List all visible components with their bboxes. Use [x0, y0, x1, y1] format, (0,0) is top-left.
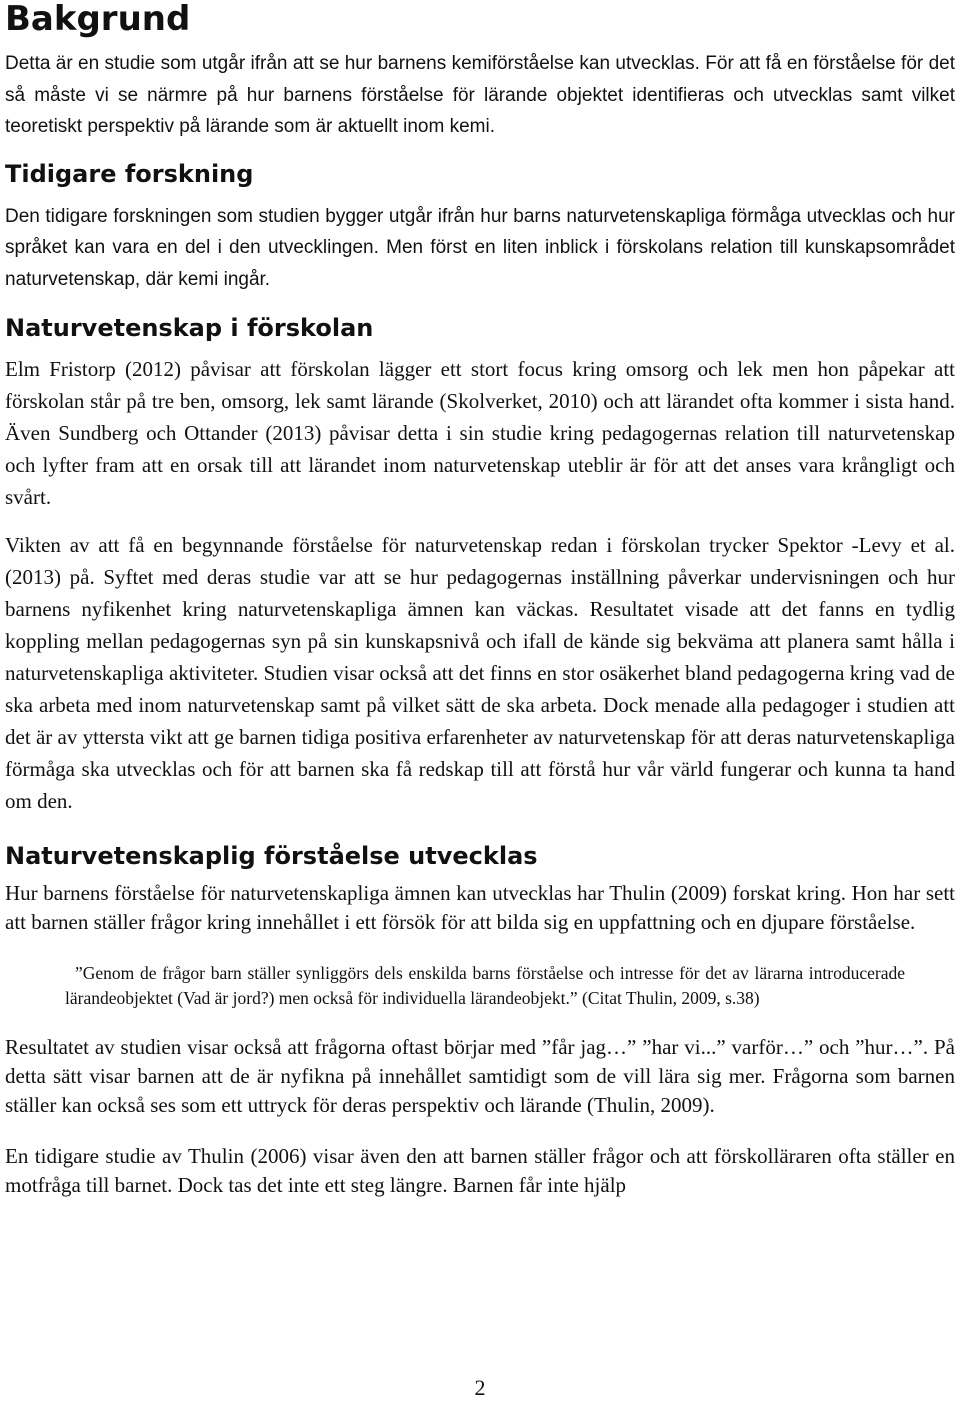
heading-naturvetenskaplig-forstaelse: Naturvetenskaplig förståelse utvecklas [5, 842, 538, 870]
paragraph-forstaelse-2: Resultatet av studien visar också att frågorna oftast börjar med ”får jag…” ”har vi...” varför…” och ”hur…”. På detta sätt visar barnen att de är nyfikna på innehållet samtidigt som de vill lära sig mer. Frågorna som barnen ställer kan också ses som ett uttryck för deras perspektiv och lärande (Thulin, 2009). [5, 1035, 955, 1117]
page-number: 2 [474, 1375, 486, 1400]
paragraph-bakgrund: Detta är en studie som utgår ifrån att se hur barnens kemiförståelse kan utvecklas. För att få en förståelse för det så måste vi se närmre på hur barnens förståelse för lärande objektet identifieras och utvecklas samt vilket teoretiskt perspektiv på lärande som är aktuellt inom kemi. [5, 53, 955, 137]
paragraph-naturvetenskap-1: Elm Fristorp (2012) påvisar att förskolan lägger ett stort focus kring omsorg och lek men hon påpekar att förskolan står på tre ben, omsorg, lek samt lärande (Skolverket, 2010) och att lärandet ofta kommer i sista hand. Även Sundberg och Ottander (2013) påvisar detta i sin studie kring pedagogernas relation till naturvetenskap och lyfter fram att en orsak till att lärandet inom naturvetenskap uteblir är för att det anses vara krångligt och svårt. [5, 357, 955, 509]
heading-bakgrund: Bakgrund [5, 0, 191, 39]
paragraph-forstaelse-3: En tidigare studie av Thulin (2006) visar även den att barnen ställer frågor och att förskolläraren ofta ställer en motfråga till barnet. Dock tas det inte ett steg längre. Barnen får inte hjälp [5, 1144, 955, 1197]
heading-naturvetenskap-forskolan: Naturvetenskap i förskolan [5, 314, 374, 342]
paragraph-tidigare-forskning: Den tidigare forskningen som studien bygger utgår ifrån hur barns naturvetenskapliga förmåga utvecklas och hur språket kan vara en del i den utvecklingen. Men först en liten inblick i förskolans relation till kunskapsområdet naturvetenskap, där kemi ingår. [5, 205, 955, 290]
paragraph-naturvetenskap-2: Vikten av att få en begynnande förståelse för naturvetenskap redan i förskolan trycker Spektor -Levy et al. (2013) på. Syftet med deras studie var att se hur pedagogernas inställning påverkar undervisningen och hur barnens nyfikenhet kring naturvetenskapliga ämnen kan väckas. Resultatet visade att det fanns en tydlig koppling mellan pedagogernas syn på sin kunskapsnivå och ifall de kände sig bekväma att planera samt hålla i naturvetenskapliga aktiviteter. Studien visar också att det finns en stor osäkerhet bland pedagogerna kring vad de ska arbeta med inom naturvetenskap samt på vilket sätt de ska arbeta. Dock menade alla pedagoger i studien att det är av yttersta vikt att ge barnen tidiga positiva erfarenheter av naturvetenskap för att deras naturvetenskapliga förmåga ska utvecklas och för att barnen ska få redskap till att förstå hur vår värld fungerar och kunna ta hand om den. [5, 533, 955, 813]
heading-tidigare-forskning: Tidigare forskning [5, 159, 254, 188]
block-quote: ”Genom de frågor barn ställer synliggörs dels enskilda barns förståelse och intresse för det av lärarna introducerade lärandeobjektet (Vad är jord?) men också för individuella lärandeobjekt.” (Citat Thulin, 2009, s.38) [65, 963, 905, 1008]
document-page [5, 0, 955, 1200]
paragraph-forstaelse-1: Hur barnens förståelse för naturvetenskapliga ämnen kan utvecklas har Thulin (2009) forskat kring. Hon har sett att barnen ställer frågor kring innehållet i ett försök för att bilda sig en uppfattning och en djupare förståelse. [5, 881, 955, 934]
